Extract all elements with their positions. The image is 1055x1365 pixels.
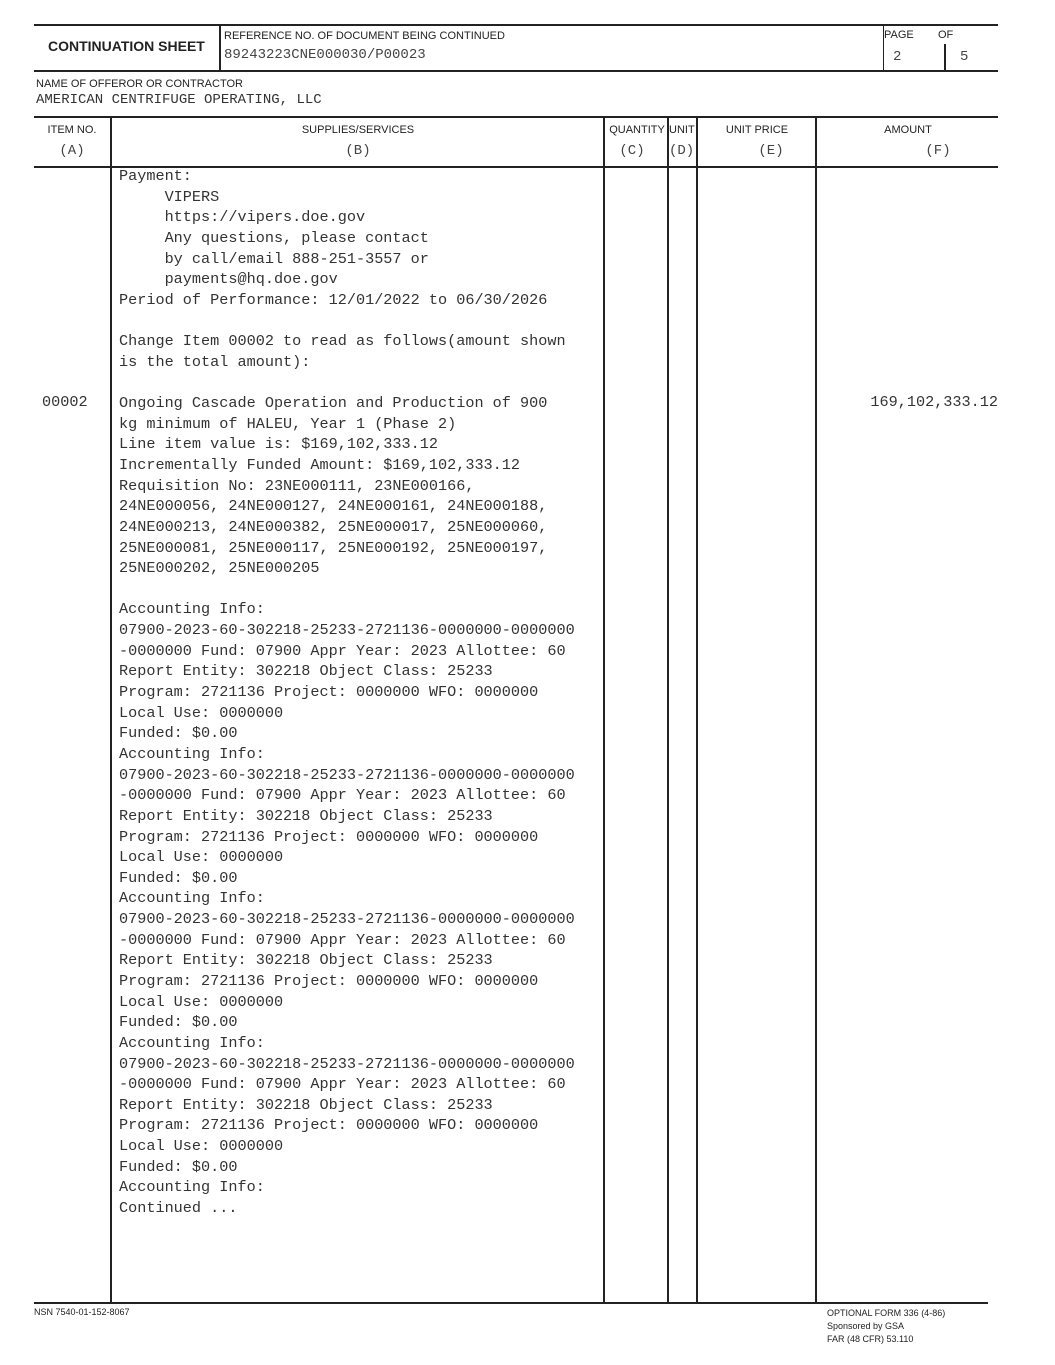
description-line: Accounting Info: <box>119 889 265 908</box>
description-line: Local Use: 0000000 <box>119 703 284 722</box>
description-line: Ongoing Cascade Operation and Production of 900 <box>119 394 548 413</box>
description-line: VIPERS <box>119 187 220 206</box>
reference-label: REFERENCE NO. OF DOCUMENT BEING CONTINUED <box>224 30 505 42</box>
description-line: Local Use: 0000000 <box>119 1137 284 1156</box>
continuation-sheet-title: CONTINUATION SHEET <box>48 38 205 54</box>
nsn-number: NSN 7540-01-152-8067 <box>34 1307 130 1317</box>
page-total: 5 <box>960 49 969 65</box>
description-line: Funded: $0.00 <box>119 1013 238 1032</box>
description-line: Report Entity: 302218 Object Class: 25233 <box>119 951 493 970</box>
column-letter-f: (F) <box>925 143 951 159</box>
supplies-description <box>119 166 603 1219</box>
description-line: Accounting Info: <box>119 1178 265 1197</box>
header-page-of-divider <box>944 44 946 70</box>
description-line: https://vipers.doe.gov <box>119 208 366 227</box>
column-header-quantity: QUANTITY <box>609 124 665 136</box>
optional-form-name: OPTIONAL FORM 336 (4-86) <box>827 1308 946 1318</box>
column-header-unit: UNIT <box>669 124 695 136</box>
item-amount: 169,102,333.12 <box>870 393 998 411</box>
page-label: PAGE <box>884 29 914 41</box>
description-line: Funded: $0.00 <box>119 868 238 887</box>
column-header-item-no: ITEM NO. <box>47 124 97 136</box>
description-line: is the total amount): <box>119 352 311 371</box>
description-line: by call/email 888-251-3557 or <box>119 249 429 268</box>
item-number: 00002 <box>42 393 88 411</box>
description-line: 07900-2023-60-302218-25233-2721136-0000000-0000000 <box>119 1054 575 1073</box>
description-line: Line item value is: $169,102,333.12 <box>119 435 438 454</box>
description-line: -0000000 Fund: 07900 Appr Year: 2023 Allottee: 60 <box>119 930 566 949</box>
columns-top-rule <box>34 116 998 118</box>
far-reference: FAR (48 CFR) 53.110 <box>827 1334 914 1344</box>
description-line: Report Entity: 302218 Object Class: 25233 <box>119 662 493 681</box>
description-line: 07900-2023-60-302218-25233-2721136-0000000-0000000 <box>119 765 575 784</box>
description-line: Requisition No: 23NE000111, 23NE000166, <box>119 476 475 495</box>
description-line: Local Use: 0000000 <box>119 992 284 1011</box>
description-line: 24NE000056, 24NE000127, 24NE000161, 24NE000188, <box>119 497 548 516</box>
description-line: 07900-2023-60-302218-25233-2721136-0000000-0000000 <box>119 910 575 929</box>
page-number: 2 <box>893 49 902 65</box>
description-line: Report Entity: 302218 Object Class: 25233 <box>119 1095 493 1114</box>
divider-unit-price <box>696 116 698 1302</box>
column-letter-d: (D) <box>669 143 695 159</box>
description-line: Program: 2721136 Project: 0000000 WFO: 0000000 <box>119 1116 539 1135</box>
offeror-name: AMERICAN CENTRIFUGE OPERATING, LLC <box>36 92 322 108</box>
reference-number: 89243223CNE000030/P00023 <box>224 47 426 63</box>
column-letter-b: (B) <box>345 143 371 159</box>
description-line: -0000000 Fund: 07900 Appr Year: 2023 Allottee: 60 <box>119 786 566 805</box>
description-line: -0000000 Fund: 07900 Appr Year: 2023 Allottee: 60 <box>119 1075 566 1094</box>
description-line: Funded: $0.00 <box>119 724 238 743</box>
description-line: Continued ... <box>119 1199 238 1218</box>
description-line: -0000000 Fund: 07900 Appr Year: 2023 Allottee: 60 <box>119 641 566 660</box>
column-letter-a: (A) <box>59 143 85 159</box>
column-letter-c: (C) <box>619 143 645 159</box>
description-line: 25NE000081, 25NE000117, 25NE000192, 25NE000197, <box>119 538 548 557</box>
sponsor-line: Sponsored by GSA <box>827 1321 905 1331</box>
description-line: 07900-2023-60-302218-25233-2721136-0000000-0000000 <box>119 621 575 640</box>
description-line: Period of Performance: 12/01/2022 to 06/30/2026 <box>119 290 548 309</box>
column-letter-e: (E) <box>758 143 784 159</box>
description-line: 25NE000202, 25NE000205 <box>119 559 320 578</box>
description-line: payments@hq.doe.gov <box>119 270 338 289</box>
description-line: Program: 2721136 Project: 0000000 WFO: 0000000 <box>119 827 539 846</box>
description-line: Program: 2721136 Project: 0000000 WFO: 0000000 <box>119 683 539 702</box>
description-line: Accounting Info: <box>119 600 265 619</box>
column-header-amount: AMOUNT <box>884 124 932 136</box>
header-bottom-rule <box>34 70 998 72</box>
offeror-label: NAME OF OFFEROR OR CONTRACTOR <box>36 78 243 90</box>
description-line: Incrementally Funded Amount: $169,102,333.12 <box>119 455 521 474</box>
description-line: Change Item 00002 to read as follows(amount shown <box>119 332 566 351</box>
description-line: Program: 2721136 Project: 0000000 WFO: 0000000 <box>119 971 539 990</box>
description-line: Accounting Info: <box>119 1033 265 1052</box>
divider-item-supplies <box>110 116 112 1302</box>
header-top-rule <box>34 24 998 26</box>
divider-supplies-quantity <box>603 116 605 1302</box>
divider-quantity-unit <box>667 116 669 1302</box>
description-line <box>119 372 603 393</box>
of-label: OF <box>938 29 954 41</box>
description-line: Report Entity: 302218 Object Class: 25233 <box>119 806 493 825</box>
description-line: kg minimum of HALEU, Year 1 (Phase 2) <box>119 414 457 433</box>
description-line: Any questions, please contact <box>119 228 429 247</box>
header-title-divider <box>219 24 221 72</box>
column-header-unit-price: UNIT PRICE <box>725 124 789 136</box>
divider-price-amount <box>815 116 817 1302</box>
description-line: 24NE000213, 24NE000382, 25NE000017, 25NE000060, <box>119 517 548 536</box>
description-line <box>119 310 603 331</box>
description-line: Accounting Info: <box>119 744 265 763</box>
description-line: Local Use: 0000000 <box>119 848 284 867</box>
description-line: Funded: $0.00 <box>119 1157 238 1176</box>
column-header-supplies: SUPPLIES/SERVICES <box>301 124 415 136</box>
description-line <box>119 579 603 600</box>
description-line: Payment: <box>119 167 192 185</box>
footer-rule <box>34 1302 988 1304</box>
